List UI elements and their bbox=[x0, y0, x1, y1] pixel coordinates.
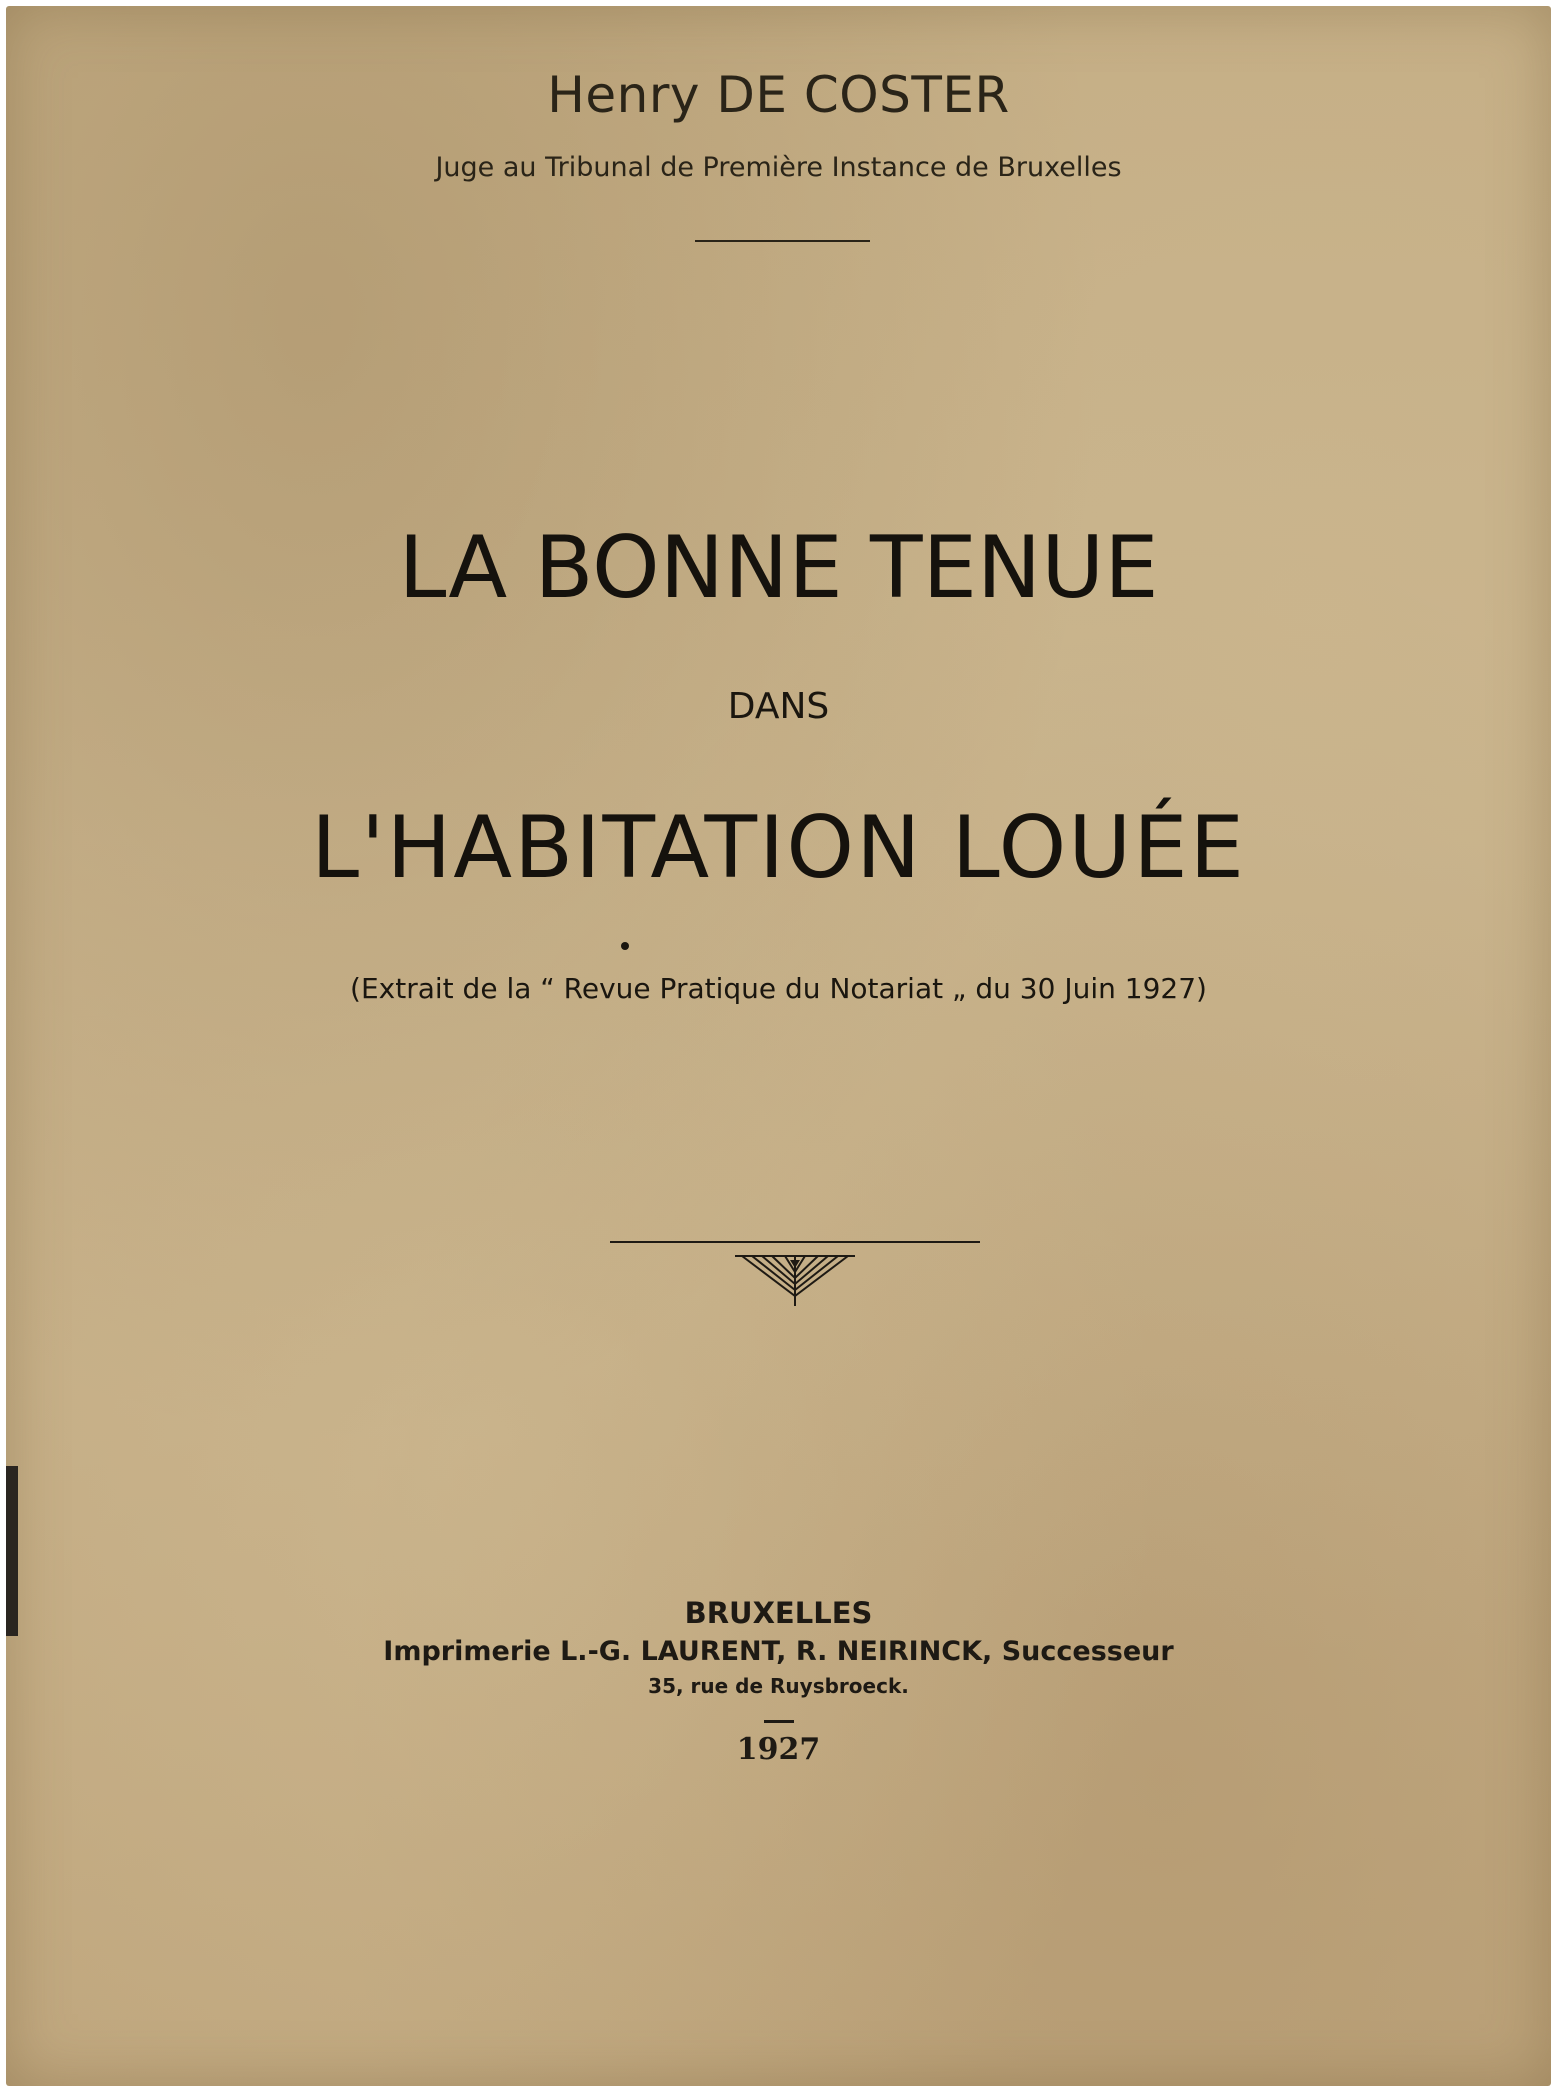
top-divider bbox=[695, 240, 870, 242]
title-line-2: L'HABITATION LOUÉE bbox=[311, 798, 1246, 898]
title-connector: DANS bbox=[727, 686, 830, 727]
book-cover bbox=[6, 6, 1551, 2086]
printer-name: Imprimerie L.-G. LAURENT, R. NEIRINCK, Successeur bbox=[383, 1636, 1174, 1667]
separator-dot bbox=[621, 942, 629, 950]
ornament-icon bbox=[610, 1238, 980, 1308]
publisher-city: BRUXELLES bbox=[684, 1596, 873, 1630]
title-line-1: LA BONNE TENUE bbox=[398, 518, 1159, 618]
author-title: Juge au Tribunal de Première Instance de Bruxelles bbox=[435, 152, 1122, 183]
publication-year: 1927 bbox=[736, 1732, 821, 1767]
author-name: Henry DE COSTER bbox=[547, 66, 1010, 124]
printer-address: 35, rue de Ruysbroeck. bbox=[648, 1674, 909, 1698]
extract-note: (Extrait de la “ Revue Pratique du Notariat „ du 30 Juin 1927) bbox=[350, 972, 1207, 1005]
year-divider bbox=[764, 1720, 794, 1723]
